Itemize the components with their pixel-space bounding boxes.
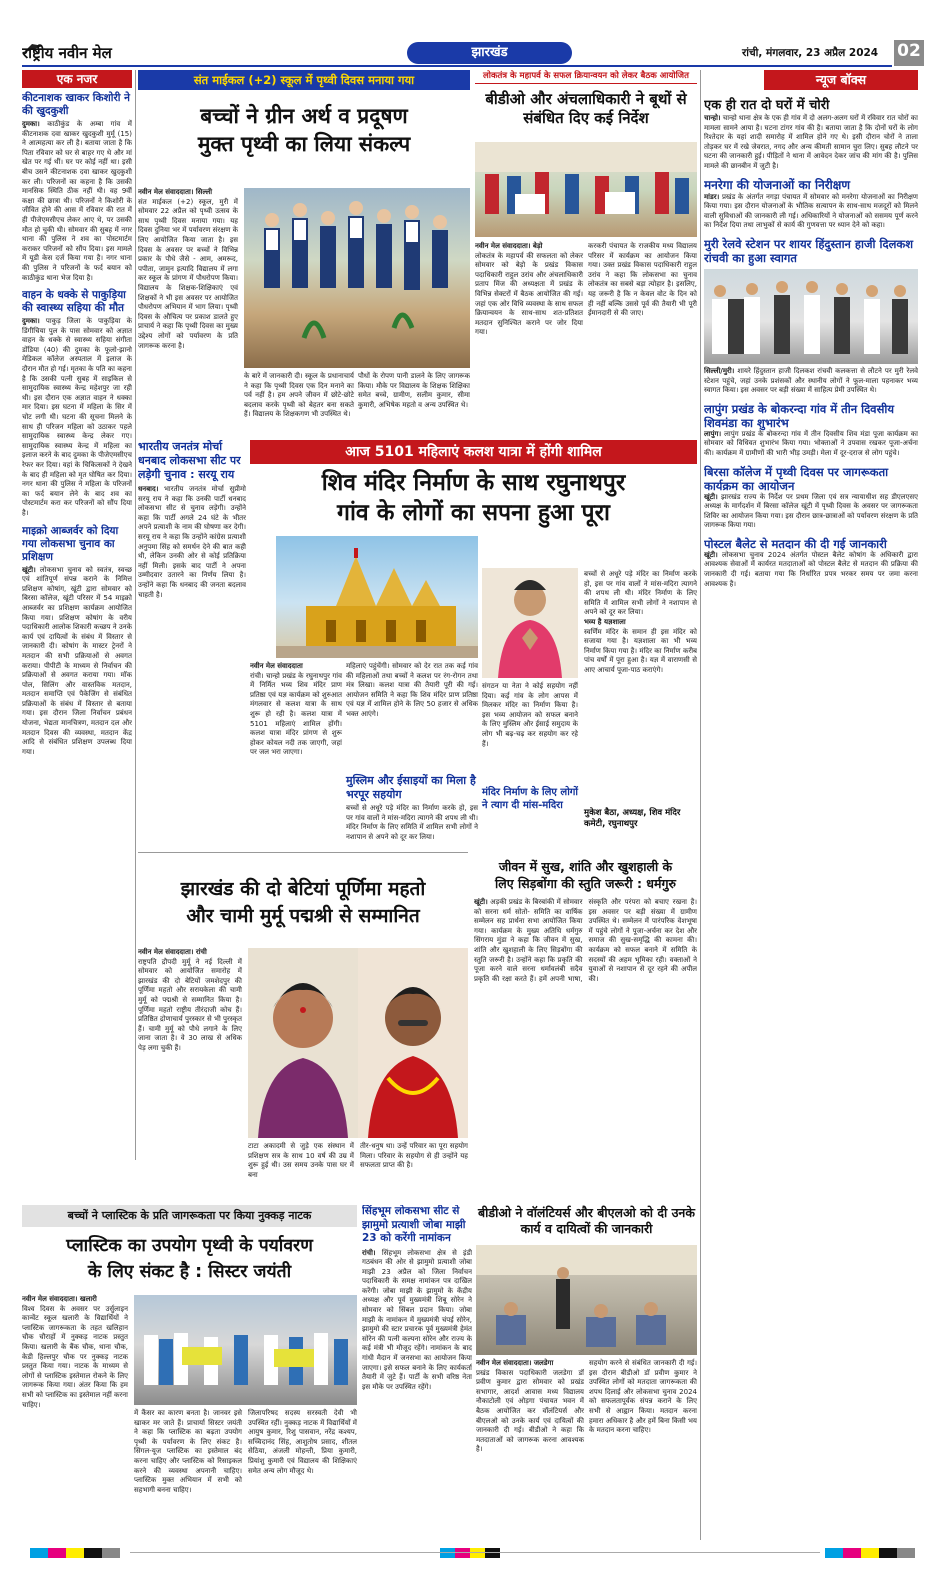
story-earth-day [138,70,470,435]
story-bdo-meeting [475,70,697,435]
story4-headline-2: और चामी मुर्मू पद्मश्री से सम्मानित [186,905,420,927]
ek-nazar-column [22,70,132,1160]
story1-body-mid: के बारे में जानकारी दी। स्कूल के प्रधानाचार्य ने कहा कि पृथ्वी दिवस एक दिन मनाने का पर्व नहीं है। हम अपने जीवन में छोटे-छोटे बदलाव करके पृथ्वी को बेहतर बना सकते हैं। विद्यालय के शिक्षकगण भी उपस्थित थे। [244,372,354,419]
story2-body-right: करकरी पंचायत के राजकीय मध्य विद्यालय परिसर में कार्यक्रम का आयोजन किया गया। उक्त प्रखंड विकास पदाधिकारी राहुल उरांव ने कहा कि लोकसभा का चुनाव लोकतंत्र का सबसे बड़ा त्योहार है। इसलिए, यह जरूरी है कि न केवल वोट के दिन को ही नहीं बल्कि उससे पूर्व की तैयारी भी पूरी ईमानदारी से की जाए। [588,242,697,318]
purnima-mahato-photo [248,948,358,1138]
story4-col3: तीर-धनुष था। उन्हें परिवार का पूरा सहयोग मिला। परिवार के सहयोग से ही उन्होंने यह सफलता प्राप्त की है। [360,1142,468,1170]
color-swatch-yellow [470,1548,485,1558]
story3-col4: बच्चों से अधूरे पड़े मंदिर का निर्माण करके हो, इस पर गांव वालों ने मांस-मदिरा त्यागने की शपथ ली थी। मंदिर निर्माण के लिए समिति में शामिल सभी लोगों ने नशापान से अपने को दूर कर लिया। भव्य है यज्ञशाला स्वर्णिम मंदिर के समान ही इस मंदिर को सजाया गया है। यज्ञशाला का भी भव्य निर्माण किया गया है। मंदिर का निर्माण करीब पांच वर्षों में पूरा हुआ है। यज्ञ में वाराणसी से आए आचार्य पूजा-पाठ कराएंगे। [584,570,697,674]
story3-quote-name: मुकेश बैठा, अध्यक्ष, शिव मंदिर कमेटी, रघुनाथपुर [584,808,681,829]
color-swatch-gray [102,1548,120,1558]
saryu-headline: भारतीय जनतंत्र मोर्चा धनबाद लोकसभा सीट पर लड़ेगी चुनाव : सरयू राय [138,440,241,481]
plastic-rally-photo [134,1295,357,1405]
footer-rule [130,1552,820,1553]
story3-col3: संगठन या नेता ने कोई सहयोग नहीं दिया। कई गांव के लोग आपस में मिलकर मंदिर का निर्माण किया है। इस भव्य आयोजन को सफल बनाने के लिए मुस्लिम और ईसाई समुदाय के लोग भी बढ़-चढ़ कर सहयोग कर रहे हैं। [482,682,578,748]
station-welcome-photo [704,269,918,364]
earth-day-photo [244,188,470,368]
ek-nazar-headline-1: कीटनाशक खाकर किशोरी ने की खुदकुशी [22,92,130,117]
color-swatch-black [879,1548,897,1558]
story2-headline: बीडीओ और अंचलाधिकारी ने बूथों से संबंधित दिए कई निर्देश [485,90,687,127]
color-swatch-black [485,1548,500,1558]
story-padma-shri [138,852,468,1202]
story6-col2: में कैंसर का कारण बनता है। जानवर इसे खाकर मर जाते हैं। प्राचार्या सिस्टर जयंती ने कहा कि प्लास्टिक का बढ़ता उपयोग पृथ्वी के पर्यावरण के लिए संकट है। सिंगल-यूज प्लास्टिक का इस्तेमाल बंद करना चाहिए और प्लास्टिक को रिसाइकल करने की व्यवस्था अपनानी चाहिए। प्लास्टिक मुक्त अभियान में सभी को सहभागी बनना चाहिए। [134,1409,242,1494]
ek-nazar-story-1: दुमका। काठीकुंड के अम्बा गांव में कीटनाशक दवा खाकर खुदकुशी मुर्मू (15) ने आत्महत्या कर ली है। बताया जाता है कि पिता रविवार को घर से बाहर गए थे और मां खेत पर गई थीं। घर पर कोई नहीं था। इसी बीच उसने कीटनाशक दवा खाकर खुदकुशी कर ली। परिजनों का कहना है कि उसकी मानसिक स्थिति ठीक नहीं थी। वह 9वीं कक्षा की छात्रा थी। परिजनों ने किशोरी के जीवित होने की आस में रविवार की रात में ही पीजेएमसीएच लेकर आए थे, पर उसकी मौत हो चुकी थी। सोमवार की सुबह में नगर थाना की पुलिस ने शव का पोस्टमार्टम कराकर परिजनों को सौंप दिया। इस मामले में यूडी केस दर्ज किया गया है। नगर थाना की पुलिस ने परिजनों के फर्द बयान को काठीकुंड थाना भेज दिया है। [22,120,132,282]
story5-headline-1: जीवन में सुख, शांति और खुशहाली के [498,859,673,874]
news-story-2: मांडर। प्रखंड के अंतर्गत नगड़ा पंचायत में सोमवार को मनरेगा योजनाओं का निरीक्षण किया गया। इस दौरान योजनाओं के भौतिक सत्यापन के साथ-साथ मजदूरों को मिलने वाली सुविधाओं की जानकारी ली गई। अधिकारियों ने योजनाओं को ससमय पूर्ण करने का निर्देश दिया तथा लाभुकों से कार्य की गुणवत्ता पर ध्यान देने को कहा। [704,192,918,230]
news-headline-6: पोस्टल बैलेट से मतदान की दी गई जानकारी [704,536,887,551]
news-headline-3: मुरी रेलवे स्टेशन पर शायर हिंदुस्तान हाजी दिलकश रांचवी का हुआ स्वागत [704,236,914,265]
story-saryu-rai [138,440,246,840]
story3-subhead-2: मंदिर निर्माण के लिए लोगों ने त्याग दी मांस-मदिरा [482,787,579,811]
news-headline-2: मनरेगा की योजनाओं का निरीक्षण [704,177,851,192]
temple-photo [276,536,478,658]
story6-col3: जिलापरिषद सदस्य सरस्वती देवी भी उपस्थित रहीं। नुक्कड़ नाटक में विद्यार्थियों में आयुष कुमार, रिशु पासवान, नरेंद्र कश्यप, सच्चिदानंद सिंह, आशुतोष प्रसाद, शीतल सेठिया, अंजली मोहन्ती, प्रिया कुमारी, प्रियांशु कुमारी एवं विद्यालय की शिक्षिकाएं समेत अन्य लोग मौजूद थे। [248,1409,357,1475]
story8-headline: बीडीओ ने वॉलंटियर्स और बीएलओ को दी उनके कार्य व दायित्वों की जानकारी [478,1205,695,1236]
ek-nazar-story-2: दुमका। पाकुड़ जिला के पाकुड़िया के डिंगीचिया पुल के पास सोमवार को अज्ञात वाहन के धक्के से स्वास्थ्य सहिया संगीता डोंडिया (40) की दुमका के फूलो-झानो मेडिकल कॉलेज अस्पताल में इलाज के दौरान मौत हो गई। मृतका के पति का कहना है कि उसकी पत्नी सुबह में साइकिल से सामुदायिक स्वास्थ्य केन्द्र महेशपुर जा रही थी। इस दौरान एक अज्ञात वाहन ने धक्का मार दिया। इस घटना में महिला के सिर में चोट लगी थी। घटना की सूचना मिलने के साथ ही परिजन महिला को उठाकर पहले सामुदायिक स्वास्थ्य केन्द्र लेकर गए। सामुदायिक स्वास्थ्य केन्द्र में महिला का इलाज करने के बाद दुमका के पीजेएमसीएच रेफर कर दिया। वहां के चिकित्सकों ने देखने के बाद ही महिला को मृत घोषित कर दिया। नगर थाना की पुलिस ने महिला के परिजनों का फर्द बयान लेने के बाद शव का पोस्टमार्टम करा कर परिजनों को सौंप दिया है। [22,317,132,517]
kalash-yatra-banner: आज 5101 महिलाएं कलश यात्रा में होंगी शामिल [250,440,697,464]
ek-nazar-story-3: खूंटी। लोकसभा चुनाव को स्वतंत्र, स्वच्छ एवं शांतिपूर्ण संपन्न कराने के निमित्त प्रशिक्षण कोषांग, खूंटी द्वारा सोमवार को बिरसा कॉलेज, खूंटी परिसर में 54 माइक्रो आब्जर्वर का प्रशिक्षण कार्यक्रम आयोजित किया गया। प्रशिक्षण कोषांग के वरीय पदाधिकारी आलोक शिकारी कच्छप ने उनके कार्य एवं दायित्वों के संबंध में विस्तार से जानकारी दी। कोषांग के मास्टर ट्रेनरों ने मतदान की सभी प्रक्रियाओं से अवगत कराया। पीपीटी के माध्यम से निर्वाचन की प्रक्रियाओं से अवगत कराया गया। मॉक पोल, सिलिंग और वास्तविक मतदान, मतदान समाप्ति एवं पैकेजिंग से संबंधित प्रक्रियाओं के संबंध में विस्तार से बताया गया। इस दौरान जिला निर्वाचन प्रबंधन योजना, भेद्यता मानचित्रण, मतदान दल और मतदान दिवस की व्यवस्था, मतदान केंद्र आदि से संबंधित प्रशिक्षण उपलब्ध दिया गया। [22,565,132,756]
news-story-1: चान्हो। चान्हो थाना क्षेत्र के एक ही गांव में दो अलग-अलग घरों में रविवार रात चोरों का मामला सामने आया है। घटना टांगर गांव की है। बताया जाता है कि दोनों घरों के लोग रिश्तेदार के यहां शादी समारोह में शामिल होने गए थे। इसी दौरान चोरों ने ताला तोड़कर घर में रखे जेवरात, नगद और अन्य कीमती सामान चुरा लिए। सुबह लौटने पर घटना की जानकारी हुई। पीड़ितों ने थाना में आवेदन देकर जांच की मांग की है। पुलिस मामले की छानबीन में जुटी है। [704,114,918,170]
story5-headline-2: लिए सिड़बोंगा की स्तुति जरूरी : धर्मगुरु [495,876,676,891]
story-plastic [22,1205,357,1540]
story3-subhead-1: मुस्लिम और ईसाइयों का मिला है भरपूर सहयोग [346,774,476,801]
ek-nazar-headline-3: माइक्रो आब्जर्वर को दिया गया लोकसभा चुनाव का प्रशिक्षण [22,524,119,563]
news-box-column [704,70,918,1540]
ek-nazar-header: एक नजर [22,70,132,88]
masthead [22,40,924,68]
footer-color-strip-right [825,1548,915,1558]
news-headline-5: बिरसा कॉलेज में पृथ्वी दिवस पर जागरूकता कार्यक्रम का आयोजन [704,464,889,493]
story6-col1: नवीन मेल संवाददाता। खलारी विश्व दिवस के अवसर पर उर्सुलाइन कान्वेंट स्कूल खलारी के विद्यार्थियों ने प्लास्टिक जागरूकता के तहत खलिहान चौक चौराहों में नुक्कड़ नाटक प्रस्तुत किया। खलारी के बैंक चौक, थाना चौक, केडी हिल्लपुर चौक पर नुक्कड़ नाटक प्रस्तुत किया गया। नाटक के माध्यम से लोगों से प्लास्टिक इस्तेमाल रोकने के लिए जागरूक किया गया। अंतर किया कि हम सभी को प्लास्टिक का इस्तेमाल नहीं करना चाहिए। [22,1295,128,1409]
page-number: 02 [894,40,924,66]
color-swatch-gray [897,1548,915,1558]
story6-kicker: बच्चों ने प्लास्टिक के प्रति जागरूकता पर किया नुक्कड़ नाटक [22,1205,357,1227]
color-swatch-magenta [455,1548,470,1558]
paper-name: राष्ट्रीय नवीन मेल [22,44,112,62]
committee-member-photo [482,568,578,678]
story3-col1: नवीन मेल संवाददाता रांची। चान्हो प्रखंड के रघुनाथपुर गांव में निर्मित भव्य शिव मंदिर प्राण प्रतिष्ठा एवं यज्ञ कार्यक्रम को शुरुआत मंगलवार से कलश यात्रा के साथ शुरू हो रही है। कलश यात्रा में 5101 महिलाएं शामिल होंगी। कलश यात्रा मंदिर प्रांगण से शुरू होकर कोयल नदी तक जाएगी, जहां पर जल भरा जाएगा। [250,662,342,757]
story3-headline-1: शिव मंदिर निर्माण के साथ रघुनाथपुर [321,470,626,496]
story1-body-left: नवीन मेल संवाददाता। सिल्ली संत माईकल (+2) स्कूल, मुरी में सोमवार 22 अप्रैल को पृथ्वी उत्सव के साथ पृथ्वी दिवस मनाया गया। यह दिवस दुनिया भर में पर्यावरण संरक्षण के लिए आयोजित किया जाता है। इस दिवस के अवसर पर बच्चों ने विभिन्न प्रकार के पौधे जैसे - आम, अमरूद, पपीता, जामुन इत्यादि विद्यालय में लगा कर स्कूल के प्रांगण में पौधरोपण किया। विद्यालय के शिक्षक-शिक्षिकाएं एवं शिक्षकों ने भी इस अवसर पर आयोजित पौधरोपण अभियान में भाग लिया। पृथ्वी दिवस के औचित्य पर प्रकाश डालते हुए प्राचार्य ने कहा कि पृथ्वी दिवस का मुख्य उद्देश्य लोगों को पर्यावरण के प्रति जागरूक करना है। [138,188,238,350]
news-story-3: सिल्ली/मुरी। शायरे हिंदुस्तान हाजी दिलकश रांचवी कलकत्ता से लौटने पर मुरी रेलवे स्टेशन पहुंचे, जहां उनके प्रशंसकों और स्थानीय लोगों ने फूल-माला पहनाकर भव्य स्वागत किया। इस अवसर पर बड़ी संख्या में साहित्य प्रेमी उपस्थित थे। [704,366,918,395]
story1-body-right: पौधों के रोपण पानी डालने के लिए जागरूक किया। मौके पर विद्यालय के शिक्षक शिक्षिका समेत बच्चे, ग्रामीण, सलीम कुमार, सीमा कुमारी, अभिषेक महतो व अन्य उपस्थित थे। [358,372,470,409]
dateline: रांची, मंगलवार, 23 अप्रैल 2024 [742,47,879,59]
news-box-header: न्यूज बॉक्स [764,70,918,90]
news-story-6: खूंटी। लोकसभा चुनाव 2024 अंतर्गत पोस्टल बैलेट कोषांग के अधिकारी द्वारा आवश्यक सेवाओं में कार्यरत मतदाताओं को पोस्टल बैलेट से मतदान की प्रक्रिया की जानकारी दी गई। बताया गया कि निर्धारित प्रपत्र भरकर समय पर जमा करना आवश्यक है। [704,550,918,588]
story7-headline: सिंहभूम लोकसभा सीट से झामुमो प्रत्याशी जोबा माझी 23 को करेंगी नामांकन [362,1205,466,1244]
volunteers-meeting-photo [476,1245,697,1355]
news-headline-1: एक ही रात दो घरों में चोरी [704,98,830,113]
color-swatch-magenta [48,1548,66,1558]
footer-color-strip-center [440,1548,500,1558]
story1-kicker: संत माईकल (+2) स्कूल में पृथ्वी दिवस मनाया गया [138,70,470,90]
story7-body: रांची। सिंहभूम लोकसभा क्षेत्र से इंडी गठबंधन की ओर से झामुमो प्रत्याशी जोबा माझी 23 अप्रैल को जिला निर्वाचन पदाधिकारी के समक्ष नामांकन पत्र दाखिल करेंगी। जोबा माझी के झामुमो के केंद्रीय अध्यक्ष और पूर्व मुख्यमंत्री शिबू सोरेन ने सोमवार को सिंबल प्रदान किया। जोबा माझी के नामांकन में मुख्यमंत्री चंपई सोरेन, झामुमो की स्टार प्रचारक पूर्व मुख्यमंत्री हेमंत सोरेन की पत्नी कल्पना सोरेन और राज्य के कई मंत्री भी मौजूद रहेंगे। नामांकन के बाद गांधी मैदान में जनसभा का आयोजन किया जाएगा। इसे सफल बनाने के लिए कार्यकर्ता तैयारी में जुटे हैं। पार्टी के सभी वरिष्ठ नेता इस मौके पर उपस्थित रहेंगे। [362,1248,472,1391]
story5-body: खूंटी। अड़की प्रखंड के बिरबांकी में सोमवार को सरना धर्म सोतो- समिति का वार्षिक सम्मेलन सह प्रार्थना सभा आयोजित किया गया। कार्यक्रम के मुख्य अतिथि धर्मगुरु सिंगराय मुंडा ने कहा कि जीवन में सुख, शांति और खुशहाली के लिए सिड़बोंगा की स्तुति जरूरी है। उन्होंने कहा कि प्रकृति की पूजा करने वाले सरना धर्मावलंबी सदैव प्रकृति की रक्षा करते हैं। हमें अपनी भाषा, संस्कृति और परंपरा को बचाए रखना है। इस अवसर पर बड़ी संख्या में ग्रामीण उपस्थित थे। सम्मेलन में पारंपरिक वेशभूषा में पहुंचे लोगों ने पूजा-अर्चना कर देश और समाज की सुख-समृद्धि की कामना की। कार्यक्रम को सफल बनाने में समिति के सदस्यों की अहम भूमिका रही। वक्ताओं ने युवाओं से नशापान से दूर रहने की अपील की। [474,898,697,983]
section-rule [138,852,468,853]
story-dharmguru [474,852,697,1202]
news-story-5: खूंटी। झारखंड राज्य के निर्देश पर प्रथम जिला एवं सत्र न्यायाधीश सह डीएलएसए अध्यक्ष के मार्गदर्शन में बिरसा कॉलेज खूंटी में पृथ्वी दिवस के अवसर पर जागरूकता शिविर का आयोजन किया गया। इस दौरान छात्र-छात्राओं को पर्यावरण संरक्षण के प्रति जागरूक किया गया। [704,492,918,530]
story8-col2: सहयोग करने से संबंधित जानकारी दी गई। इस दौरान बीडीओ डॉ प्रवीण कुमार ने उपस्थित लोगों को मतदाता जागरूकता की शपथ दिलाई और लोकसभा चुनाव 2024 को सफलतापूर्वक संपन्न कराने के लिए सभी से आह्वान किया। मतदान करना हमारा अधिकार है और हमें बिना किसी भय के मतदान करना चाहिए। [589,1359,697,1435]
color-swatch-yellow [66,1548,84,1558]
color-swatch-cyan [825,1548,843,1558]
bdo-meeting-photo [475,142,697,237]
column-divider [700,70,701,1540]
story6-headline-2: के लिए संकट है : सिस्टर जयंती [87,1262,292,1282]
color-swatch-black [84,1548,102,1558]
color-swatch-magenta [843,1548,861,1558]
story6-headline-1: प्लास्टिक का उपयोग पृथ्वी के पर्यावरण [66,1236,313,1256]
news-story-4: लापुंग। लापुंग प्रखंड के बोकरन्दा गांव में तीन दिवसीय शिव मंडा पूजा कार्यक्रम का सोमवार को विधिवत शुभारंभ किया गया। भोक्ताओं ने उपवास रखकर पूजा-अर्चना की। कार्यक्रम में ग्रामीणों की भारी भीड़ उमड़ी। मेला में दूर-दराज से लोग पहुंचे। [704,429,918,457]
story-bdo-volunteers [476,1205,697,1540]
story1-headline-2: मुक्त पृथ्वी का लिया संकल्प [197,132,411,156]
story3-headline-2: गांव के लोगों का सपना हुआ पूरा [337,500,610,526]
story3-col2-bottom: बच्चों से अधूरे पड़े मंदिर का निर्माण करके हो, इस पर गांव वालों ने मांस-मदिरा त्यागने की शपथ ली थी। मंदिर निर्माण के लिए समिति में शामिल सभी लोगों ने नशापान से अपने को दूर कर लिया। [346,804,478,841]
chami-murmu-photo [358,948,468,1138]
column-divider [135,70,136,1160]
story2-kicker: लोकतंत्र के महापर्व के सफल क्रियान्वयन को लेकर बैठक आयोजित [475,70,697,84]
story2-body-left: नवीन मेल संवाददाता। बेड़ो लोकतंत्र के महापर्व की सफलता को लेकर सोमवार को बेड़ो के प्रखंड विकास पदाधिकारी राहुल उरांव और अंचलाधिकारी प्रताप मिंज की अध्यक्षता में प्रखंड के विभिन्न सेक्टरों में बैठक आयोजित की गई। जहां एक ओर विधि व्यवस्था के साथ सफल क्रियान्वयन के साथ-साथ शत-प्रतिशत मतदान सुनिश्चित कराने पर जोर दिया गया। [475,242,583,337]
footer-color-strip-left [30,1548,120,1558]
color-swatch-cyan [30,1548,48,1558]
news-headline-4: लापुंग प्रखंड के बोकरन्दा गांव में तीन दिवसीय शिवमंडा का शुभारंभ [704,401,895,430]
color-swatch-yellow [861,1548,879,1558]
color-swatch-cyan [440,1548,455,1558]
story3-col2: महिलाएं पहुंचेंगी। सोमवार को देर रात तक कई गांव की महिलाओं तथा बच्चों ने कलश पर रंग-रोगन तथा मंत्र लिखा। कलश यात्रा की तैयारी पूरी की गई। आयोजन समिति ने कहा कि शिव मंदिर प्राण प्रतिष्ठा एवं यज्ञ में शामिल होने के लिए 50 हजार से अधिक भक्त आएंगे। [346,662,478,718]
story8-col1: नवीन मेल संवाददाता। जलडेगा प्रखंड विकास पदाधिकारी जलडेगा डॉ प्रवीण कुमार द्वारा सोमवार को प्रखंड सभागार, आदर्श आवास मध्य विद्यालय नौकाटोली एवं ओड़गा पंचायत भवन में बैठक आयोजित कर वॉलंटियर्स और बीएलओ को उनके कार्य एवं दायित्वों की जानकारी दी गई। बीडीओ ने कहा कि मतदाताओं को जागरूक करना आवश्यक है। [476,1359,584,1454]
ek-nazar-headline-2: वाहन के धक्के से पाकुड़िया की स्वास्थ्य सहिया की मौत [22,289,126,315]
section-label: झारखंड [407,42,572,64]
saryu-body: धनबाद। भारतीय जनतंत्र मोर्चा सुप्रीमो सरयू राय ने कहा कि उनकी पार्टी धनबाद लोकसभा सीट से चुनाव लड़ेगी। उन्होंने कहा कि पार्टी अगले 24 घंटे के भीतर अपने प्रत्याशी के नाम की घोषणा कर देगी। सरयू राय ने कहा कि उन्होंने कांग्रेस प्रत्याशी अनुपमा सिंह को समर्थन देने की बात कही थी, लेकिन उनकी ओर से कोई प्रतिक्रिया नहीं मिली। इसके बाद पार्टी ने अपना उम्मीदवार उतारने का निर्णय लिया है। उन्होंने कहा कि धनबाद की जनता बदलाव चाहती है। [138,485,246,599]
story-shiv-mandir [250,468,697,848]
masthead-rule [22,65,892,67]
story-joba-majhi [362,1205,472,1540]
story4-col1: नवीन मेल संवाददाता। रांची राष्ट्रपति द्रौपदी मुर्मू ने नई दिल्ली में सोमवार को आयोजित समारोह में झारखंड की दो बेटियों जमशेदपुर की पूर्णिमा महतो और सरायकेला की चामी मुर्मू को पद्मश्री से सम्मानित किया है। पूर्णिमा महतो राष्ट्रीय तीरंदाजी कोच हैं। प्रतिष्ठित द्रोणाचार्य पुरस्कार से भी पुरस्कृत हैं। चामी मुर्मू को पौधे लगाने के लिए जाना जाता है। वे 30 लाख से अधिक पेड़ लगा चुकी हैं। [138,948,242,1052]
story4-col2: टाटा अकादमी से जुड़े एक संस्थान में प्रशिक्षण सत्र के साथ 10 वर्ष की उम्र में शुरू हुई थी। उस समय उनके पास घर में बना [248,1142,354,1179]
story4-headline-1: झारखंड की दो बेटियां पूर्णिमा महतो [180,878,426,900]
story1-headline-1: बच्चों ने ग्रीन अर्थ व प्रदूषण [200,104,408,128]
